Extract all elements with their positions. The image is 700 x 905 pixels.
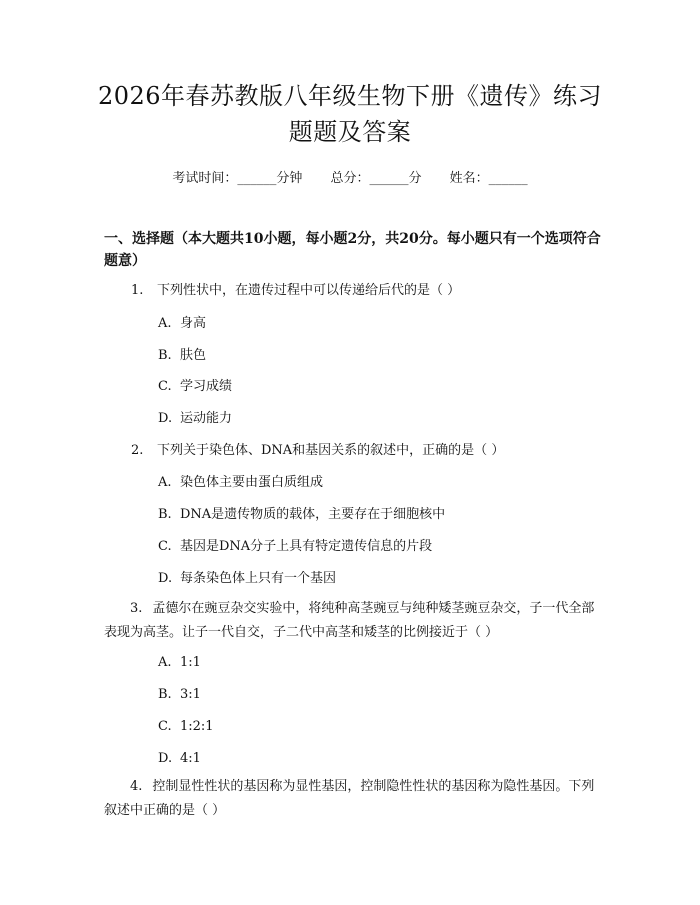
question-text: 孟德尔在豌豆杂交实验中，将纯种高茎豌豆与纯种矮茎豌豆杂交，子一代全部表现为高茎。让子一代自交，子二代中高茎和矮茎的比例接近于（ ） [104, 601, 595, 640]
question-3-option-d [158, 750, 201, 768]
document-title: 2026年春苏教版八年级生物下册《遗传》练习题题及答案 [97, 82, 603, 146]
question-1 [131, 280, 460, 301]
option-label: D. [158, 751, 173, 766]
section-heading: 一、选择题（本大题共10小题，每小题2分，共20分。每小题只有一个选项符合题意） [104, 231, 601, 269]
question-1-option-a [158, 315, 206, 333]
option-label: C. [158, 379, 172, 394]
question-text: 下列关于染色体、DNA和基因关系的叙述中，正确的是（ ） [157, 443, 505, 458]
option-label: C. [158, 539, 172, 554]
question-text: 下列性状中，在遗传过程中可以传递给后代的是（ ） [157, 283, 461, 298]
option-label: D. [158, 411, 173, 426]
question-number: 3. [130, 601, 143, 616]
question-1-option-b [158, 347, 206, 365]
option-text: 1:2:1 [180, 719, 214, 734]
question-2-option-b [158, 506, 445, 524]
option-text: 身高 [180, 316, 207, 331]
exam-meta [0, 170, 700, 188]
student-name: 姓名：______ [449, 171, 528, 186]
question-3 [104, 597, 604, 645]
option-text: 每条染色体上只有一个基因 [180, 571, 337, 586]
question-3-option-a [158, 654, 201, 672]
option-label: B. [158, 507, 172, 522]
option-label: A. [158, 316, 172, 331]
question-1-option-c [158, 378, 232, 396]
option-text: 3:1 [180, 687, 201, 702]
question-number: 2. [131, 443, 144, 458]
question-3-option-b [158, 686, 201, 704]
option-label: D. [158, 571, 173, 586]
exam-time: 考试时间：______分钟 [172, 171, 303, 186]
question-number: 4. [130, 779, 143, 794]
option-text: 4:1 [180, 751, 201, 766]
question-2-option-c [158, 538, 432, 556]
option-label: A. [158, 475, 172, 490]
option-text: 1:1 [180, 655, 201, 670]
option-text: DNA是遗传物质的载体，主要存在于细胞核中 [180, 507, 446, 522]
question-2 [131, 440, 504, 461]
option-label: B. [158, 348, 172, 363]
option-text: 染色体主要由蛋白质组成 [180, 475, 324, 490]
option-text: 肤色 [180, 348, 207, 363]
option-label: C. [158, 719, 172, 734]
question-1-option-d [158, 410, 232, 428]
question-text: 控制显性性状的基因称为显性基因，控制隐性性状的基因称为隐性基因。下列叙述中正确的是（ ） [104, 779, 595, 818]
option-label: A. [158, 655, 172, 670]
option-label: B. [158, 687, 172, 702]
question-3-option-c [158, 718, 214, 736]
question-4 [104, 775, 604, 823]
question-number: 1. [131, 283, 144, 298]
question-2-option-a [158, 474, 323, 492]
option-text: 运动能力 [180, 411, 233, 426]
option-text: 基因是DNA分子上具有特定遗传信息的片段 [180, 539, 433, 554]
option-text: 学习成绩 [180, 379, 233, 394]
question-2-option-d [158, 570, 336, 588]
total-score: 总分：______分 [330, 171, 422, 186]
